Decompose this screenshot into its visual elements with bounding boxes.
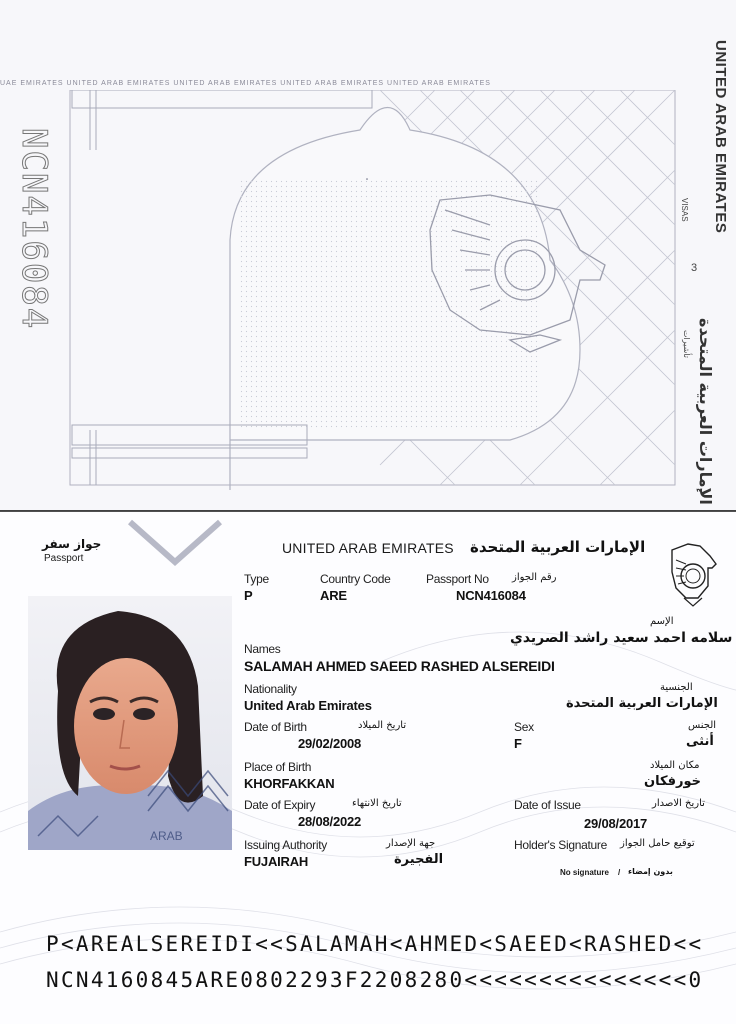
country-heading: UNITED ARAB EMIRATES [282, 540, 454, 556]
visa-country-text: UNITED ARAB EMIRATES [712, 40, 729, 234]
visa-page-number: 3 [691, 262, 698, 274]
dob-label-ar: تاريخ الميلاد [358, 720, 407, 731]
sex-label: Sex [514, 720, 534, 734]
names-value: SALAMAH AHMED SAEED RASHED ALSEREIDI [244, 658, 555, 674]
dob-value: 29/02/2008 [298, 736, 362, 751]
perforated-passport-number: NCN416084 [14, 128, 54, 331]
expiry-value: 28/08/2022 [298, 814, 362, 829]
passport-data-page [0, 512, 736, 1024]
visa-background-artwork [60, 90, 680, 490]
issue-value: 29/08/2017 [584, 816, 648, 831]
photo-overlay-text: ARAB [150, 829, 183, 843]
expiry-label: Date of Expiry [244, 798, 316, 812]
holder-photo [28, 596, 232, 850]
place-of-birth-label: Place of Birth [244, 760, 312, 774]
visa-label-ar: تأشيرات [682, 330, 691, 358]
authority-value-ar: الفجيرة [394, 852, 444, 867]
place-of-birth-value-ar: خورفكان [644, 774, 702, 789]
mrz-line-2: NCN4160845ARE0802293F2208280<<<<<<<<<<<<<<<0 [46, 968, 704, 992]
visa-country-text-ar: الإمارات العربية المتحدة [696, 318, 715, 505]
expiry-label-ar: تاريخ الانتهاء [352, 798, 402, 809]
mrz-line-1: P<AREALSEREIDI<<SALAMAH<AHMED<SAEED<RASHED<< [46, 932, 704, 956]
names-label: Names [244, 642, 281, 656]
passport-no-label: Passport No [426, 572, 489, 586]
visa-label: VISAS [680, 198, 689, 222]
nationality-value: United Arab Emirates [244, 698, 372, 713]
signature-label-ar: توقيع حامل الجواز [620, 838, 695, 849]
issue-label-ar: تاريخ الاصدار [652, 798, 705, 809]
name-label-ar: الإسم [650, 616, 674, 627]
country-code-value: ARE [320, 588, 347, 603]
passport-word-ar: جواز سفر [42, 537, 102, 551]
place-of-birth-label-ar: مكان الميلاد [650, 760, 700, 771]
passport-no-label-ar: رقم الجواز [512, 572, 557, 583]
place-of-birth-value: KHORFAKKAN [244, 776, 335, 791]
sex-label-ar: الجنس [688, 720, 717, 731]
authority-label-ar: جهة الإصدار [386, 838, 436, 849]
name-value-ar: سلامه احمد سعيد راشد الصريدي [510, 630, 733, 646]
authority-value: FUJAIRAH [244, 854, 309, 869]
sex-value-ar: أنثى [686, 734, 714, 749]
country-heading-ar: الإمارات العربية المتحدة [470, 538, 646, 556]
sex-value: F [514, 736, 522, 751]
country-code-label: Country Code [320, 572, 391, 586]
authority-label: Issuing Authority [244, 838, 327, 852]
signature-label: Holder's Signature [514, 838, 607, 852]
signature-value-ar: بدون إمضاء [628, 867, 673, 876]
visa-microtext-line: UAE EMIRATES UNITED ARAB EMIRATES UNITED ARAB EMIRATES UNITED ARAB EMIRATES UNITED ARAB EMIRATES [0, 80, 491, 87]
type-label: Type [244, 572, 269, 586]
dob-label: Date of Birth [244, 720, 307, 734]
passport-word: Passport [44, 553, 84, 564]
signature-separator: / [618, 868, 621, 877]
nationality-value-ar: الإمارات العربية المتحدة [566, 696, 718, 711]
signature-value: No signature [560, 868, 609, 877]
svg-text:.: . [365, 167, 369, 184]
visa-country-vertical [675, 40, 735, 505]
uae-emblem-icon [666, 542, 720, 608]
nationality-label: Nationality [244, 682, 297, 696]
issue-label: Date of Issue [514, 798, 581, 812]
nationality-label-ar: الجنسية [660, 682, 693, 693]
type-value: P [244, 588, 253, 603]
passport-no-value: NCN416084 [456, 588, 526, 603]
